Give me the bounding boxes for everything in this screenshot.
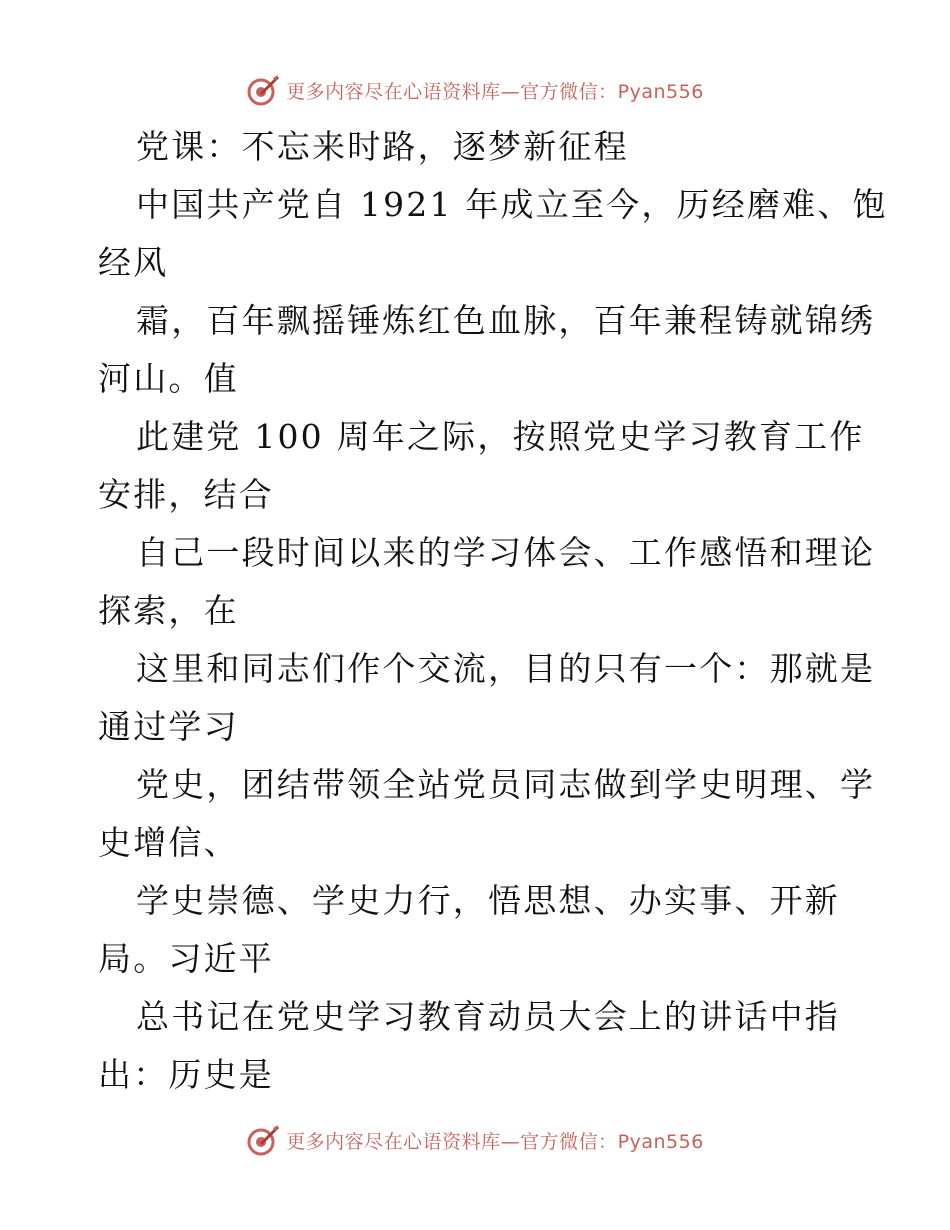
paragraph-line: 霜，百年飘摇锤炼红色血脉，百年兼程铸就锦绣 [136, 301, 876, 340]
paragraph-line: 史增信、 [98, 823, 239, 862]
paragraph-line: 探索，在 [98, 591, 239, 630]
header-watermark-banner [0, 70, 950, 110]
paragraph-line: 经风 [98, 243, 169, 282]
paragraph-line: 此建党 100 周年之际，按照党史学习教育工作 [136, 417, 865, 456]
paragraph-line: 通过学习 [98, 707, 239, 746]
paragraph-line: 学史崇德、学史力行，悟思想、办实事、开新 [136, 881, 840, 920]
paragraph-line: 河山。值 [98, 359, 239, 398]
paragraph-line: 出：历史是 [98, 1055, 274, 1094]
paragraph-line: 党史，团结带领全站党员同志做到学史明理、学 [136, 765, 876, 804]
banner-text: 更多内容尽在心语资料库—官方微信：Pyan556 [286, 80, 704, 103]
banner-text: 更多内容尽在心语资料库—官方微信：Pyan556 [286, 1130, 704, 1153]
paragraph-line: 局。习近平 [98, 939, 274, 978]
quill-logo-icon [246, 73, 280, 107]
footer-watermark-banner [0, 1120, 950, 1160]
quill-logo-icon [246, 1123, 280, 1157]
paragraph-line: 安排，结合 [98, 475, 274, 514]
paragraph-line: 总书记在党史学习教育动员大会上的讲话中指 [136, 997, 840, 1036]
document-title: 党课：不忘来时路，逐梦新征程 [136, 127, 629, 166]
paragraph-line: 自己一段时间以来的学习体会、工作感悟和理论 [136, 533, 876, 572]
document-body [98, 118, 888, 1104]
paragraph-line: 中国共产党自 1921 年成立至今，历经磨难、饱 [136, 185, 888, 224]
paragraph-line: 这里和同志们作个交流，目的只有一个：那就是 [136, 649, 876, 688]
